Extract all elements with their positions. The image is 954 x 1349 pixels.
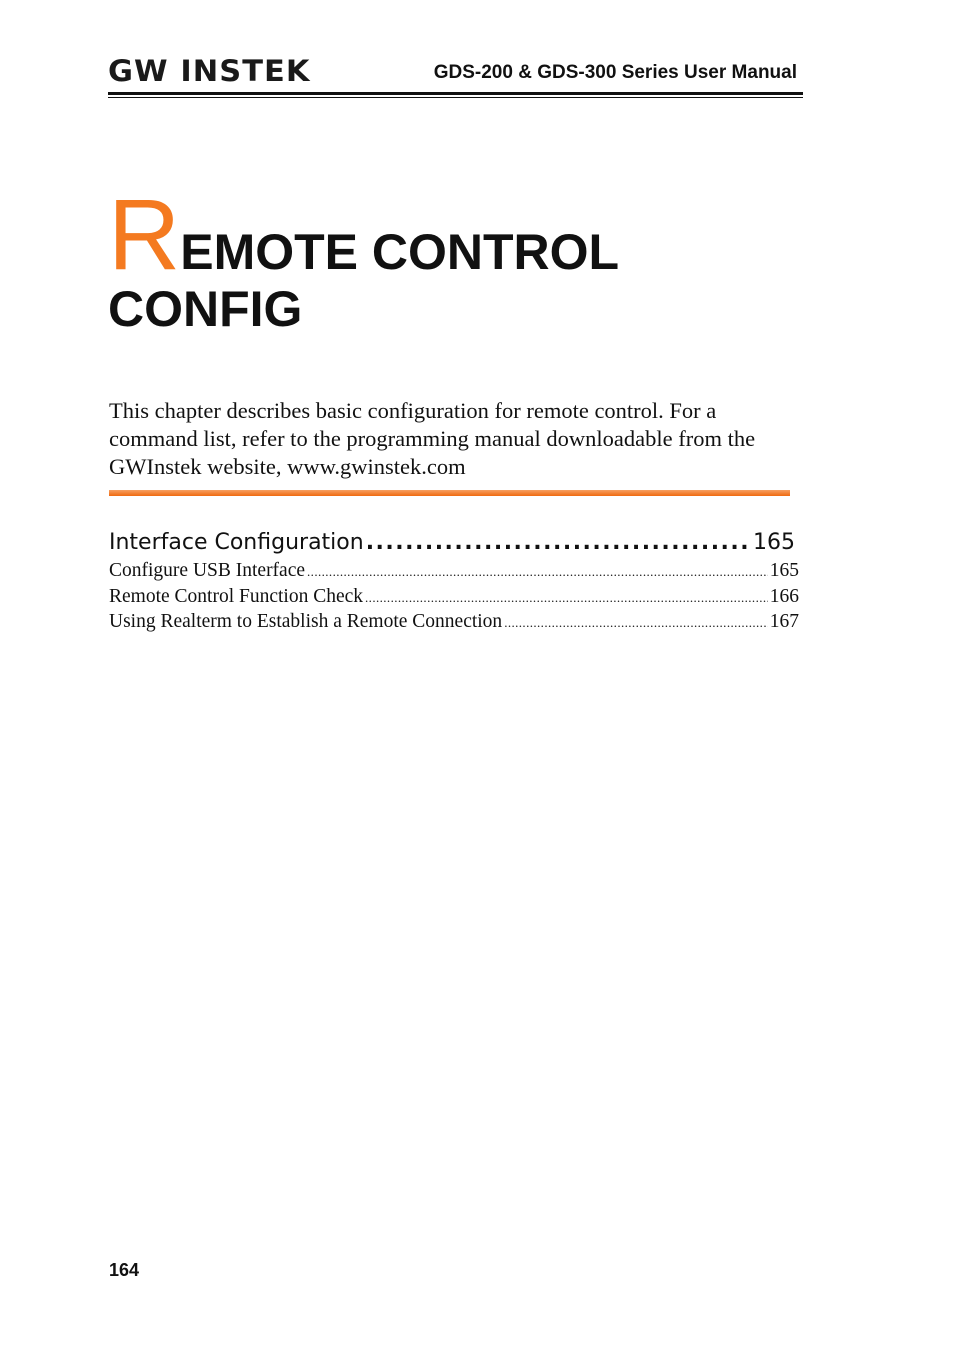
manual-title: GDS-200 & GDS-300 Series User Manual	[433, 62, 797, 83]
chapter-title-rest: EMOTE CONTROL	[180, 224, 620, 280]
chapter-title	[108, 179, 848, 339]
toc-leader-dots	[307, 564, 768, 580]
toc-leader-dots	[365, 590, 768, 606]
toc-entry-link[interactable]	[109, 611, 799, 637]
table-of-contents	[109, 530, 799, 637]
toc-entry-link[interactable]	[109, 586, 799, 612]
toc-entry-page: 167	[769, 611, 799, 632]
chapter-title-line1	[108, 179, 848, 291]
page-number: 164	[109, 1260, 140, 1280]
gwinstek-logo: GW INSTEK	[108, 54, 311, 88]
toc-entry-link[interactable]	[109, 560, 799, 586]
toc-entry-title: Using Realterm to Establish a Remote Connection	[109, 611, 503, 632]
toc-entry-page: 165	[769, 560, 799, 581]
page-header	[108, 50, 803, 100]
toc-section-link[interactable]	[109, 530, 799, 560]
toc-section-title: Interface Configuration	[109, 530, 364, 555]
chapter-title-line2: CONFIG	[108, 281, 303, 337]
toc-entry-title: Configure USB Interface	[109, 560, 306, 581]
toc-section-page: 165	[753, 530, 795, 555]
chapter-intro: This chapter describes basic configuration for remote control. For a command list, refer to the programming manual downloadable from the GWInstek website, www.gwinstek.com	[109, 398, 756, 479]
accent-divider	[109, 490, 790, 496]
header-rule-thick	[108, 92, 803, 95]
toc-leader-dots	[366, 530, 751, 555]
chapter-title-initial: R	[108, 179, 181, 291]
toc-entry-title: Remote Control Function Check	[109, 585, 364, 607]
toc-entry-page: 166	[769, 585, 799, 607]
header-rule-thin	[108, 97, 803, 98]
toc-leader-dots	[504, 615, 768, 631]
